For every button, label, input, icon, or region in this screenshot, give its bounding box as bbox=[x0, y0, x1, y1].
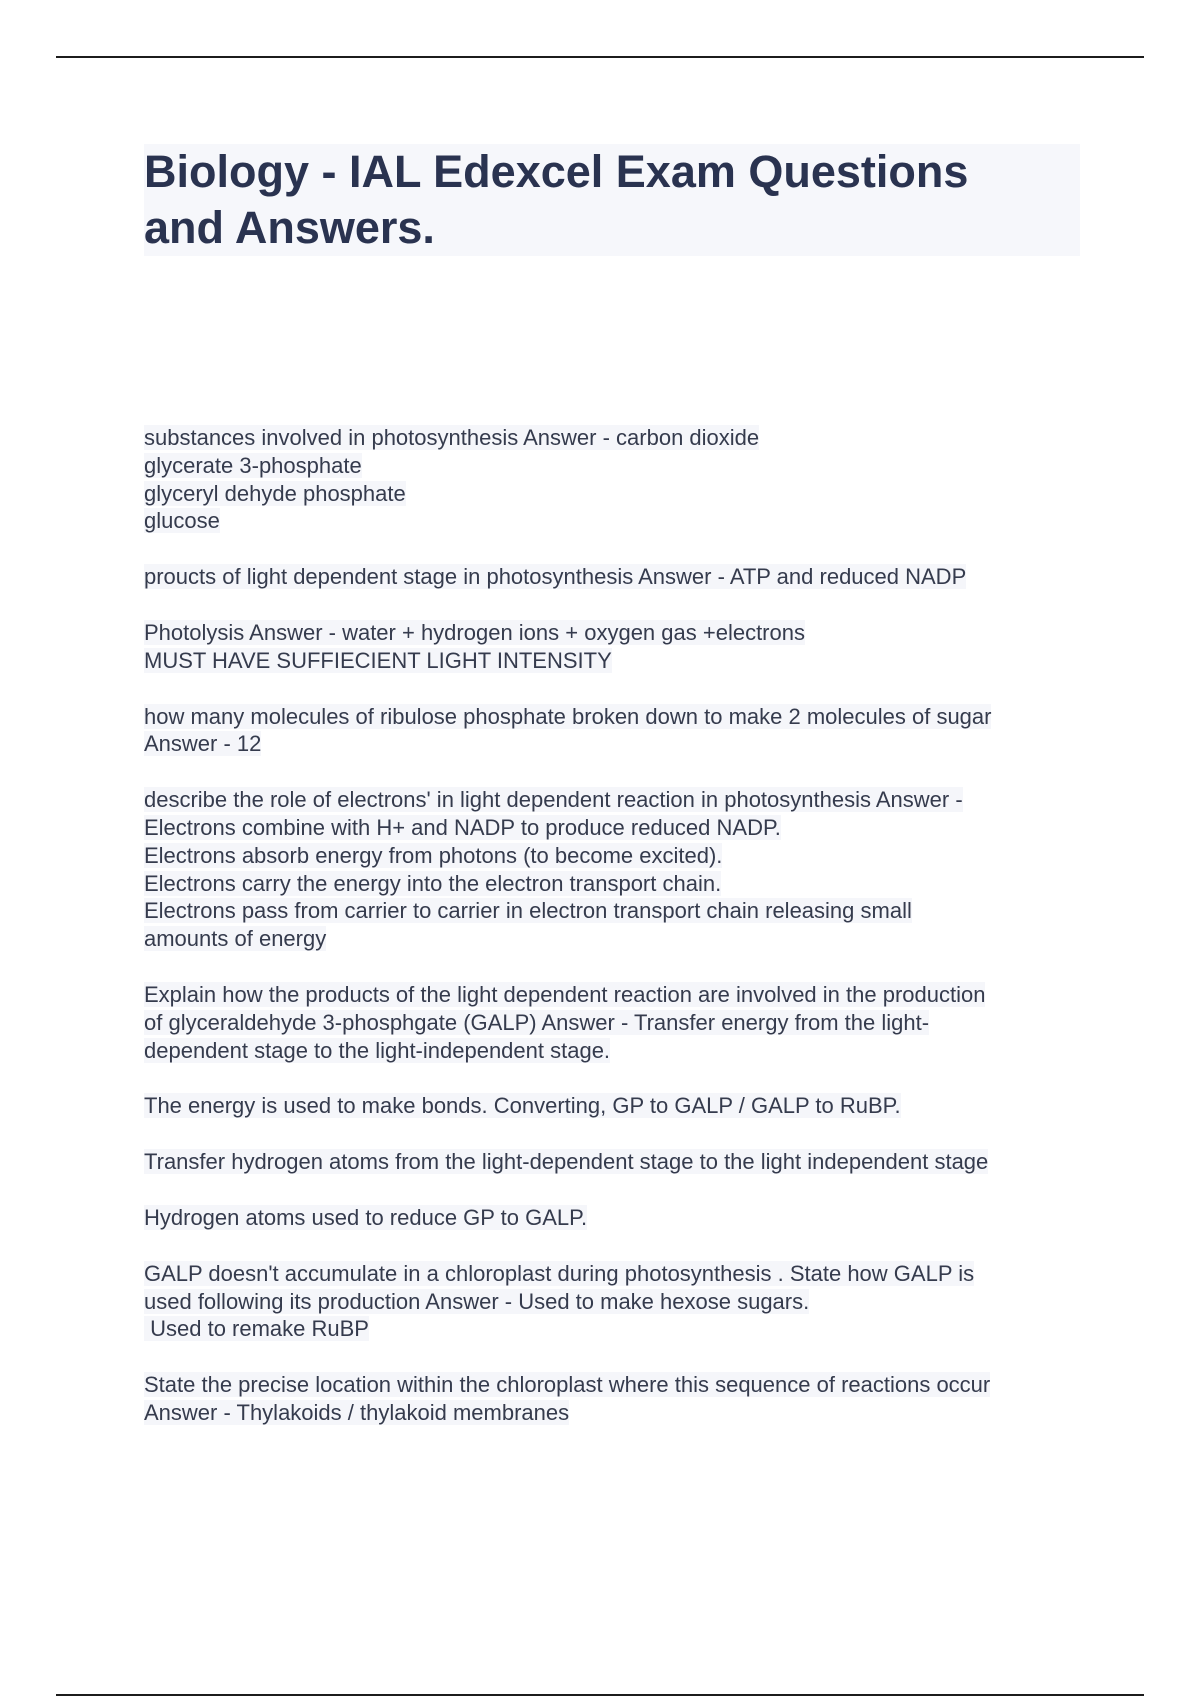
qa-line-text: glycerate 3-phosphate bbox=[144, 452, 362, 478]
qa-entry bbox=[144, 786, 1084, 953]
qa-line bbox=[144, 1399, 1084, 1427]
qa-line bbox=[144, 786, 1084, 814]
qa-line-text: Explain how the products of the light dependent reaction are involved in the production bbox=[144, 981, 986, 1007]
qa-line-text: substances involved in photosynthesis Answer - carbon dioxide bbox=[144, 425, 760, 450]
qa-entry bbox=[144, 981, 1084, 1064]
qa-line bbox=[144, 981, 1084, 1009]
qa-line bbox=[144, 424, 1084, 452]
qa-line-text: GALP doesn't accumulate in a chloroplast during photosynthesis . State how GALP is bbox=[144, 1260, 975, 1286]
qa-line bbox=[144, 925, 1084, 953]
title-line: Biology - IAL Edexcel Exam Questions bbox=[144, 146, 969, 197]
qa-entry bbox=[144, 1371, 1084, 1427]
qa-line-text: State the precise location within the chloroplast where this sequence of reactions occur bbox=[144, 1372, 991, 1398]
qa-line bbox=[144, 452, 1084, 480]
title-line: and Answers. bbox=[144, 202, 435, 253]
qa-line bbox=[144, 563, 1084, 591]
page-title bbox=[144, 144, 1080, 256]
qa-entry bbox=[144, 1092, 1084, 1120]
qa-line bbox=[144, 1148, 1084, 1176]
qa-line bbox=[144, 1260, 1084, 1288]
qa-line bbox=[144, 647, 1084, 675]
qa-line bbox=[144, 730, 1084, 758]
qa-line bbox=[144, 1092, 1084, 1120]
title-block bbox=[144, 144, 1080, 256]
qa-entry bbox=[144, 619, 1084, 675]
qa-line bbox=[144, 507, 1084, 535]
qa-entry bbox=[144, 563, 1084, 591]
qa-line-text: glucose bbox=[144, 508, 220, 534]
qa-line-text: used following its production Answer - Used to make hexose sugars. bbox=[144, 1288, 810, 1314]
qa-line bbox=[144, 480, 1084, 508]
bottom-rule bbox=[56, 1694, 1144, 1696]
qa-line bbox=[144, 842, 1084, 870]
qa-line-text: Transfer hydrogen atoms from the light-dependent stage to the light independent stage bbox=[144, 1149, 989, 1175]
qa-line-text: how many molecules of ribulose phosphate broken down to make 2 molecules of sugar bbox=[144, 703, 992, 729]
qa-line bbox=[144, 870, 1084, 898]
qa-line-text: Electrons absorb energy from photons (to become excited). bbox=[144, 842, 723, 868]
qa-line bbox=[144, 1037, 1084, 1065]
qa-line-text: of glyceraldehyde 3-phosphgate (GALP) Answer - Transfer energy from the light- bbox=[144, 1009, 930, 1035]
qa-line-text: Photolysis Answer - water + hydrogen ions + oxygen gas +electrons bbox=[144, 619, 805, 645]
qa-line-text: Used to remake RuBP bbox=[144, 1316, 369, 1342]
qa-line bbox=[144, 1371, 1084, 1399]
qa-line bbox=[144, 1204, 1084, 1232]
qa-entry bbox=[144, 1260, 1084, 1343]
qa-list bbox=[144, 424, 1084, 1455]
qa-line bbox=[144, 703, 1084, 731]
qa-line-text: The energy is used to make bonds. Converting, GP to GALP / GALP to RuBP. bbox=[144, 1093, 901, 1119]
qa-line-text: glyceryl dehyde phosphate bbox=[144, 480, 406, 506]
qa-line-text: Answer - 12 bbox=[144, 731, 262, 757]
qa-line-text: proucts of light dependent stage in photosynthesis Answer - ATP and reduced NADP bbox=[144, 564, 967, 590]
qa-line-text: amounts of energy bbox=[144, 926, 327, 952]
qa-line-text: Electrons pass from carrier to carrier in electron transport chain releasing small bbox=[144, 898, 912, 924]
qa-line bbox=[144, 1009, 1084, 1037]
qa-entry bbox=[144, 1204, 1084, 1232]
qa-line bbox=[144, 897, 1084, 925]
qa-line-text: Answer - Thylakoids / thylakoid membranes bbox=[144, 1399, 570, 1425]
qa-line bbox=[144, 619, 1084, 647]
qa-line-text: Electrons carry the energy into the electron transport chain. bbox=[144, 870, 722, 896]
qa-line bbox=[144, 814, 1084, 842]
qa-line bbox=[144, 1288, 1084, 1316]
qa-line-text: describe the role of electrons' in light dependent reaction in photosynthesis Answer - bbox=[144, 787, 963, 813]
top-rule bbox=[56, 56, 1144, 58]
qa-line-text: dependent stage to the light-independent stage. bbox=[144, 1037, 611, 1063]
qa-entry bbox=[144, 424, 1084, 535]
qa-entry bbox=[144, 1148, 1084, 1176]
qa-line-text: Electrons combine with H+ and NADP to produce reduced NADP. bbox=[144, 814, 781, 840]
qa-line-text: Hydrogen atoms used to reduce GP to GALP. bbox=[144, 1204, 588, 1230]
qa-entry bbox=[144, 703, 1084, 759]
qa-line bbox=[144, 1315, 1084, 1343]
qa-line-text: MUST HAVE SUFFIECIENT LIGHT INTENSITY bbox=[144, 647, 612, 673]
